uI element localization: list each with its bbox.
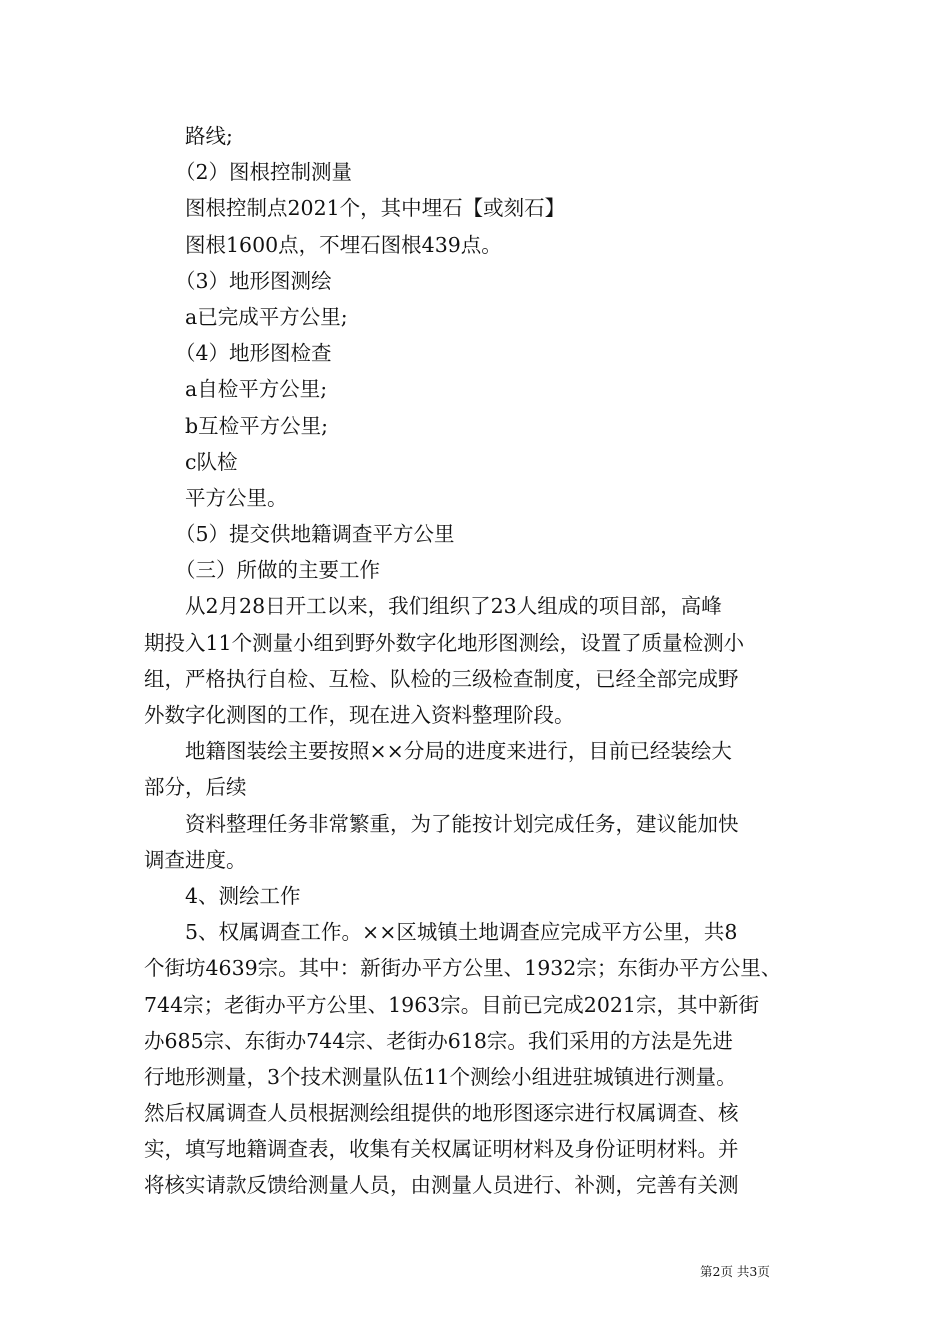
outline-line: （4）地形图检查: [175, 341, 332, 366]
outline-line: b互检平方公里;: [185, 413, 329, 438]
paragraph-line: 组，严格执行自检、互检、队检的三级检查制度，已经全部完成野: [144, 666, 739, 691]
paragraph-line: 调查进度。: [144, 847, 247, 872]
paragraph-line: 外数字化测图的工作，现在进入资料整理阶段。: [144, 703, 575, 727]
paragraph-line: 5、权属调查工作。××区城镇土地调查应完成平方公里，共8: [185, 920, 738, 945]
paragraph: [144, 914, 808, 1204]
document-body: [144, 118, 808, 1204]
outline-line: a已完成平方公里;: [185, 304, 348, 329]
outline-line: （5）提交供地籍调查平方公里: [175, 522, 455, 547]
outline-line: c队检: [185, 449, 238, 474]
outline-line: 路线;: [185, 124, 233, 148]
outline-line: （2）图根控制测量: [175, 160, 353, 185]
body-paragraphs: [144, 588, 808, 1203]
paragraph-line: 期投入11个测量小组到野外数字化地形图测绘，设置了质量检测小: [144, 630, 745, 655]
paragraph: [144, 806, 808, 878]
paragraph-line: 部分，后续: [144, 775, 247, 800]
paragraph-line: 然后权属调查人员根据测绘组提供的地形图逐宗进行权属调查、核: [144, 1101, 739, 1126]
outline-line: （三）所做的主要工作: [175, 558, 380, 583]
paragraph-line: 从2月28日开工以来，我们组织了23人组成的项目部，高峰: [185, 594, 722, 619]
outline-lines: [144, 118, 808, 588]
paragraph-line: 个街坊4639宗。其中：新街办平方公里、1932宗；东街办平方公里、: [144, 956, 782, 981]
paragraph-line: 744宗；老街办平方公里、1963宗。目前已完成2021宗，其中新街: [144, 992, 759, 1017]
paragraph-line: 地籍图装绘主要按照××分局的进度来进行，目前已经装绘大: [185, 739, 732, 764]
paragraph-line: 行地形测量，3个技术测量队伍11个测绘小组进驻城镇进行测量。: [144, 1064, 737, 1089]
paragraph-line: 实，填写地籍调查表，收集有关权属证明材料及身份证明材料。并: [144, 1137, 739, 1162]
outline-line: 图根1600点，不埋石图根439点。: [185, 232, 502, 257]
outline-line: 图根控制点2021个，其中埋石【或刻石】: [185, 196, 566, 221]
paragraph-line: 将核实请款反馈给测量人员，由测量人员进行、补测，完善有关测: [144, 1173, 739, 1198]
outline-line: a自检平方公里;: [185, 377, 328, 402]
paragraph-line: 4、测绘工作: [185, 883, 301, 908]
outline-line: （3）地形图测绘: [175, 268, 332, 293]
paragraph: [144, 733, 808, 805]
paragraph-line: 资料整理任务非常繁重，为了能按计划完成任务，建议能加快: [185, 811, 739, 836]
page-number-footer: 第2页 共3页: [700, 1264, 770, 1279]
paragraph-line: 办685宗、东街办744宗、老街办618宗。我们采用的方法是先进: [144, 1028, 733, 1053]
paragraph: [144, 588, 808, 733]
paragraph: [144, 878, 808, 914]
outline-line: 平方公里。: [185, 485, 288, 510]
